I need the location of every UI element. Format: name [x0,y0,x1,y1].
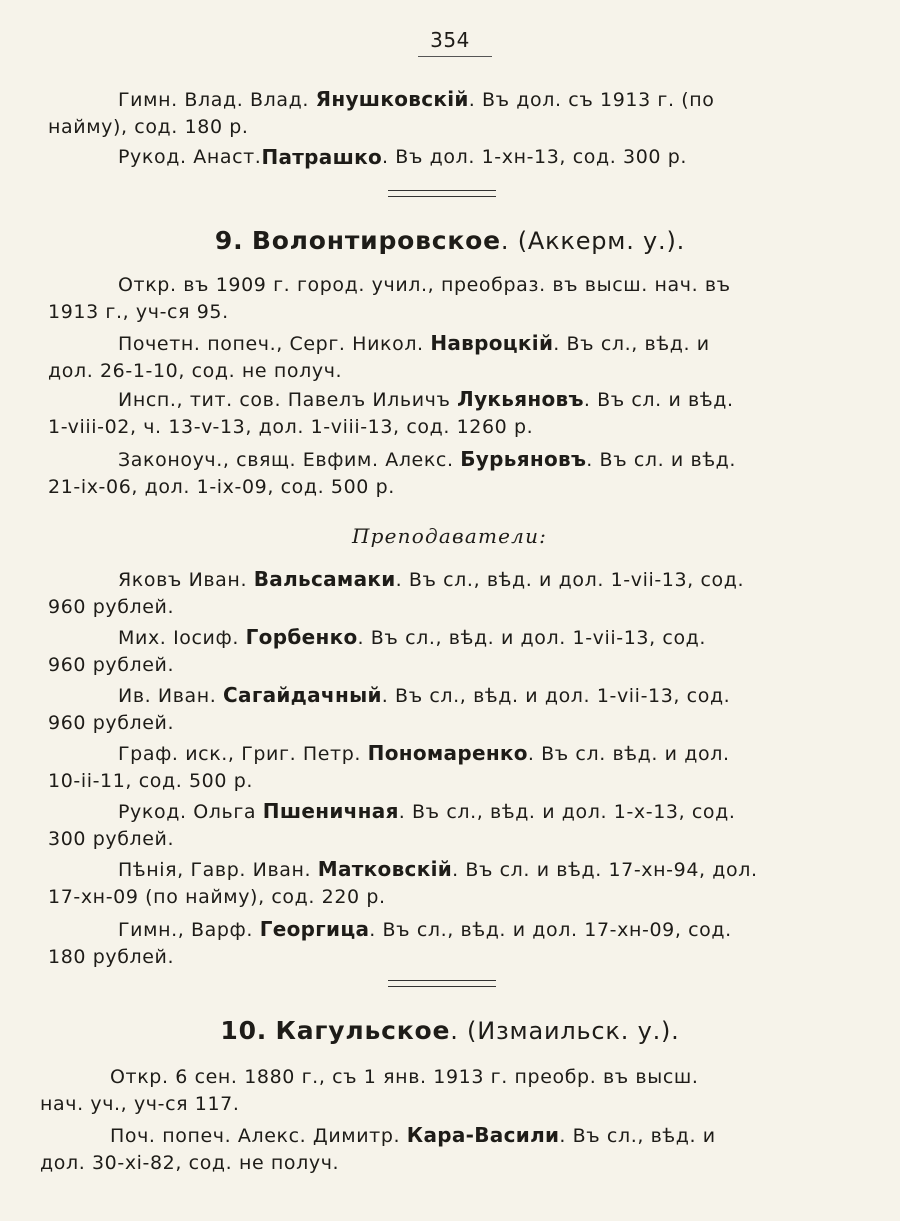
entry-text: дол. 26-1-10, сод. не получ. [48,360,343,382]
entry-text: . Въ сл., вѣд. и дол. 1-х-13, сод. [398,801,736,823]
entry-text: Откр. въ 1909 г. город. учил., преобраз. въ высш. нач. въ [118,274,731,296]
person-name: Навроцкій [430,331,554,355]
entry-teacher [48,916,866,971]
entry-text: Гимн., Варф. [118,919,260,941]
entry-teacher [48,798,866,853]
entry-text: дол. 30-хі-82, сод. не получ. [40,1152,340,1174]
entry-text: . Въ дол. 1-хн-13, сод. 300 р. [382,146,688,168]
page-number: 354 [430,28,470,52]
entry-text: . Въ сл., вѣд. и [559,1125,716,1147]
entry-text: 300 рублей. [48,828,175,850]
person-name: Вальсамаки [253,567,396,591]
person-name: Бурьяновъ [460,447,587,471]
person-name: Патрашко [261,145,383,169]
entry-text: 21-ix-06, дол. 1-ix-09, сод. 500 р. [48,476,395,498]
entry-text: . Въ дол. съ 1913 г. (по [468,89,715,111]
entry-text: . Въ сл., вѣд. и дол. 1-vii-13, сод. [381,685,731,707]
person-name: Янушковскій [315,87,469,111]
entry-text: нач. уч., уч-ся 117. [40,1093,240,1115]
entry-teacher [48,740,866,795]
entry-text: 180 рублей. [48,946,175,968]
section-title: Кагульское [275,1016,451,1045]
entry-text: 1-viii-02, ч. 13-v-13, дол. 1-viii-13, сод. 1260 р. [48,416,534,438]
school-info [40,1064,866,1118]
entry-gymnastics-teacher [48,86,866,141]
entry-teacher [48,682,866,737]
entry-text: 960 рублей. [48,712,175,734]
entry-text: 1913 г., уч-ся 95. [48,301,229,323]
person-name: Георгица [259,917,370,941]
entry-teacher [48,856,866,911]
section-divider [388,190,496,197]
entry-text: 960 рублей. [48,596,175,618]
page-number-rule [418,56,492,57]
school-info [48,272,866,326]
teachers-subheading: Преподаватели: [352,524,548,548]
person-name: Пономаренко [367,741,528,765]
entry-text: Рукод. Анаст. [118,146,262,168]
entry-text: . Въ сл., вѣд. и [553,333,710,355]
entry-text: Ив. Иван. [118,685,224,707]
entry-text: Поч. попеч. Алекс. Димитр. [110,1125,407,1147]
entry-religion-teacher [48,446,866,501]
person-name: Лукьяновъ [457,387,584,411]
entry-text: . Въ сл. и вѣд. [583,389,734,411]
entry-honorary-trustee [48,330,866,385]
section-divider [388,980,496,987]
entry-inspector [48,386,866,441]
entry-honorary-trustee [40,1122,866,1177]
entry-text: . Въ сл., вѣд. и дол. 1-vii-13, сод. [395,569,745,591]
section-district: . (Аккерм. у.). [500,227,686,255]
entry-text: 960 рублей. [48,654,175,676]
entry-text: . Въ сл. и вѣд. [586,449,737,471]
person-name: Сагайдачный [223,683,382,707]
section-number: 9. [214,226,244,255]
section-heading-9 [0,226,900,255]
section-title: Волонтировское [251,226,501,255]
entry-text: . Въ сл. и вѣд. 17-хн-94, дол. [452,859,758,881]
entry-text: . Въ сл., вѣд. и дол. 1-vii-13, сод. [357,627,707,649]
entry-text: . Въ сл. вѣд. и дол. [527,743,730,765]
entry-text: Откр. 6 сен. 1880 г., съ 1 янв. 1913 г. преобр. въ высш. [110,1066,699,1088]
section-district: . (Измаильск. у.). [450,1017,680,1045]
person-name: Матковскій [317,857,453,881]
entry-text: Рукод. Ольга [118,801,263,823]
entry-text: Пѣнія, Гавр. Иван. [118,859,318,881]
entry-text: найму), сод. 180 р. [48,116,249,138]
person-name: Кара-Васили [406,1123,560,1147]
section-heading-10 [0,1016,900,1045]
person-name: Горбенко [245,625,358,649]
entry-teacher [48,566,866,621]
section-number: 10. [220,1016,268,1045]
entry-text: Мих. Іосиф. [118,627,246,649]
entry-text: . Въ сл., вѣд. и дол. 17-хн-09, сод. [369,919,732,941]
entry-needlework-teacher [48,144,866,171]
entry-text: Яковъ Иван. [118,569,254,591]
entry-text: Почетн. попеч., Серг. Никол. [118,333,431,355]
entry-text: 17-хн-09 (по найму), сод. 220 р. [48,886,386,908]
entry-text: Инсп., тит. сов. Павелъ Ильичъ [118,389,458,411]
person-name: Пшеничная [262,799,399,823]
entry-text: Законоуч., свящ. Евфим. Алекс. [118,449,461,471]
entry-teacher [48,624,866,679]
entry-text: Граф. иск., Григ. Петр. [118,743,368,765]
entry-text: Гимн. Влад. Влад. [118,89,316,111]
entry-text: 10-ii-11, сод. 500 р. [48,770,253,792]
